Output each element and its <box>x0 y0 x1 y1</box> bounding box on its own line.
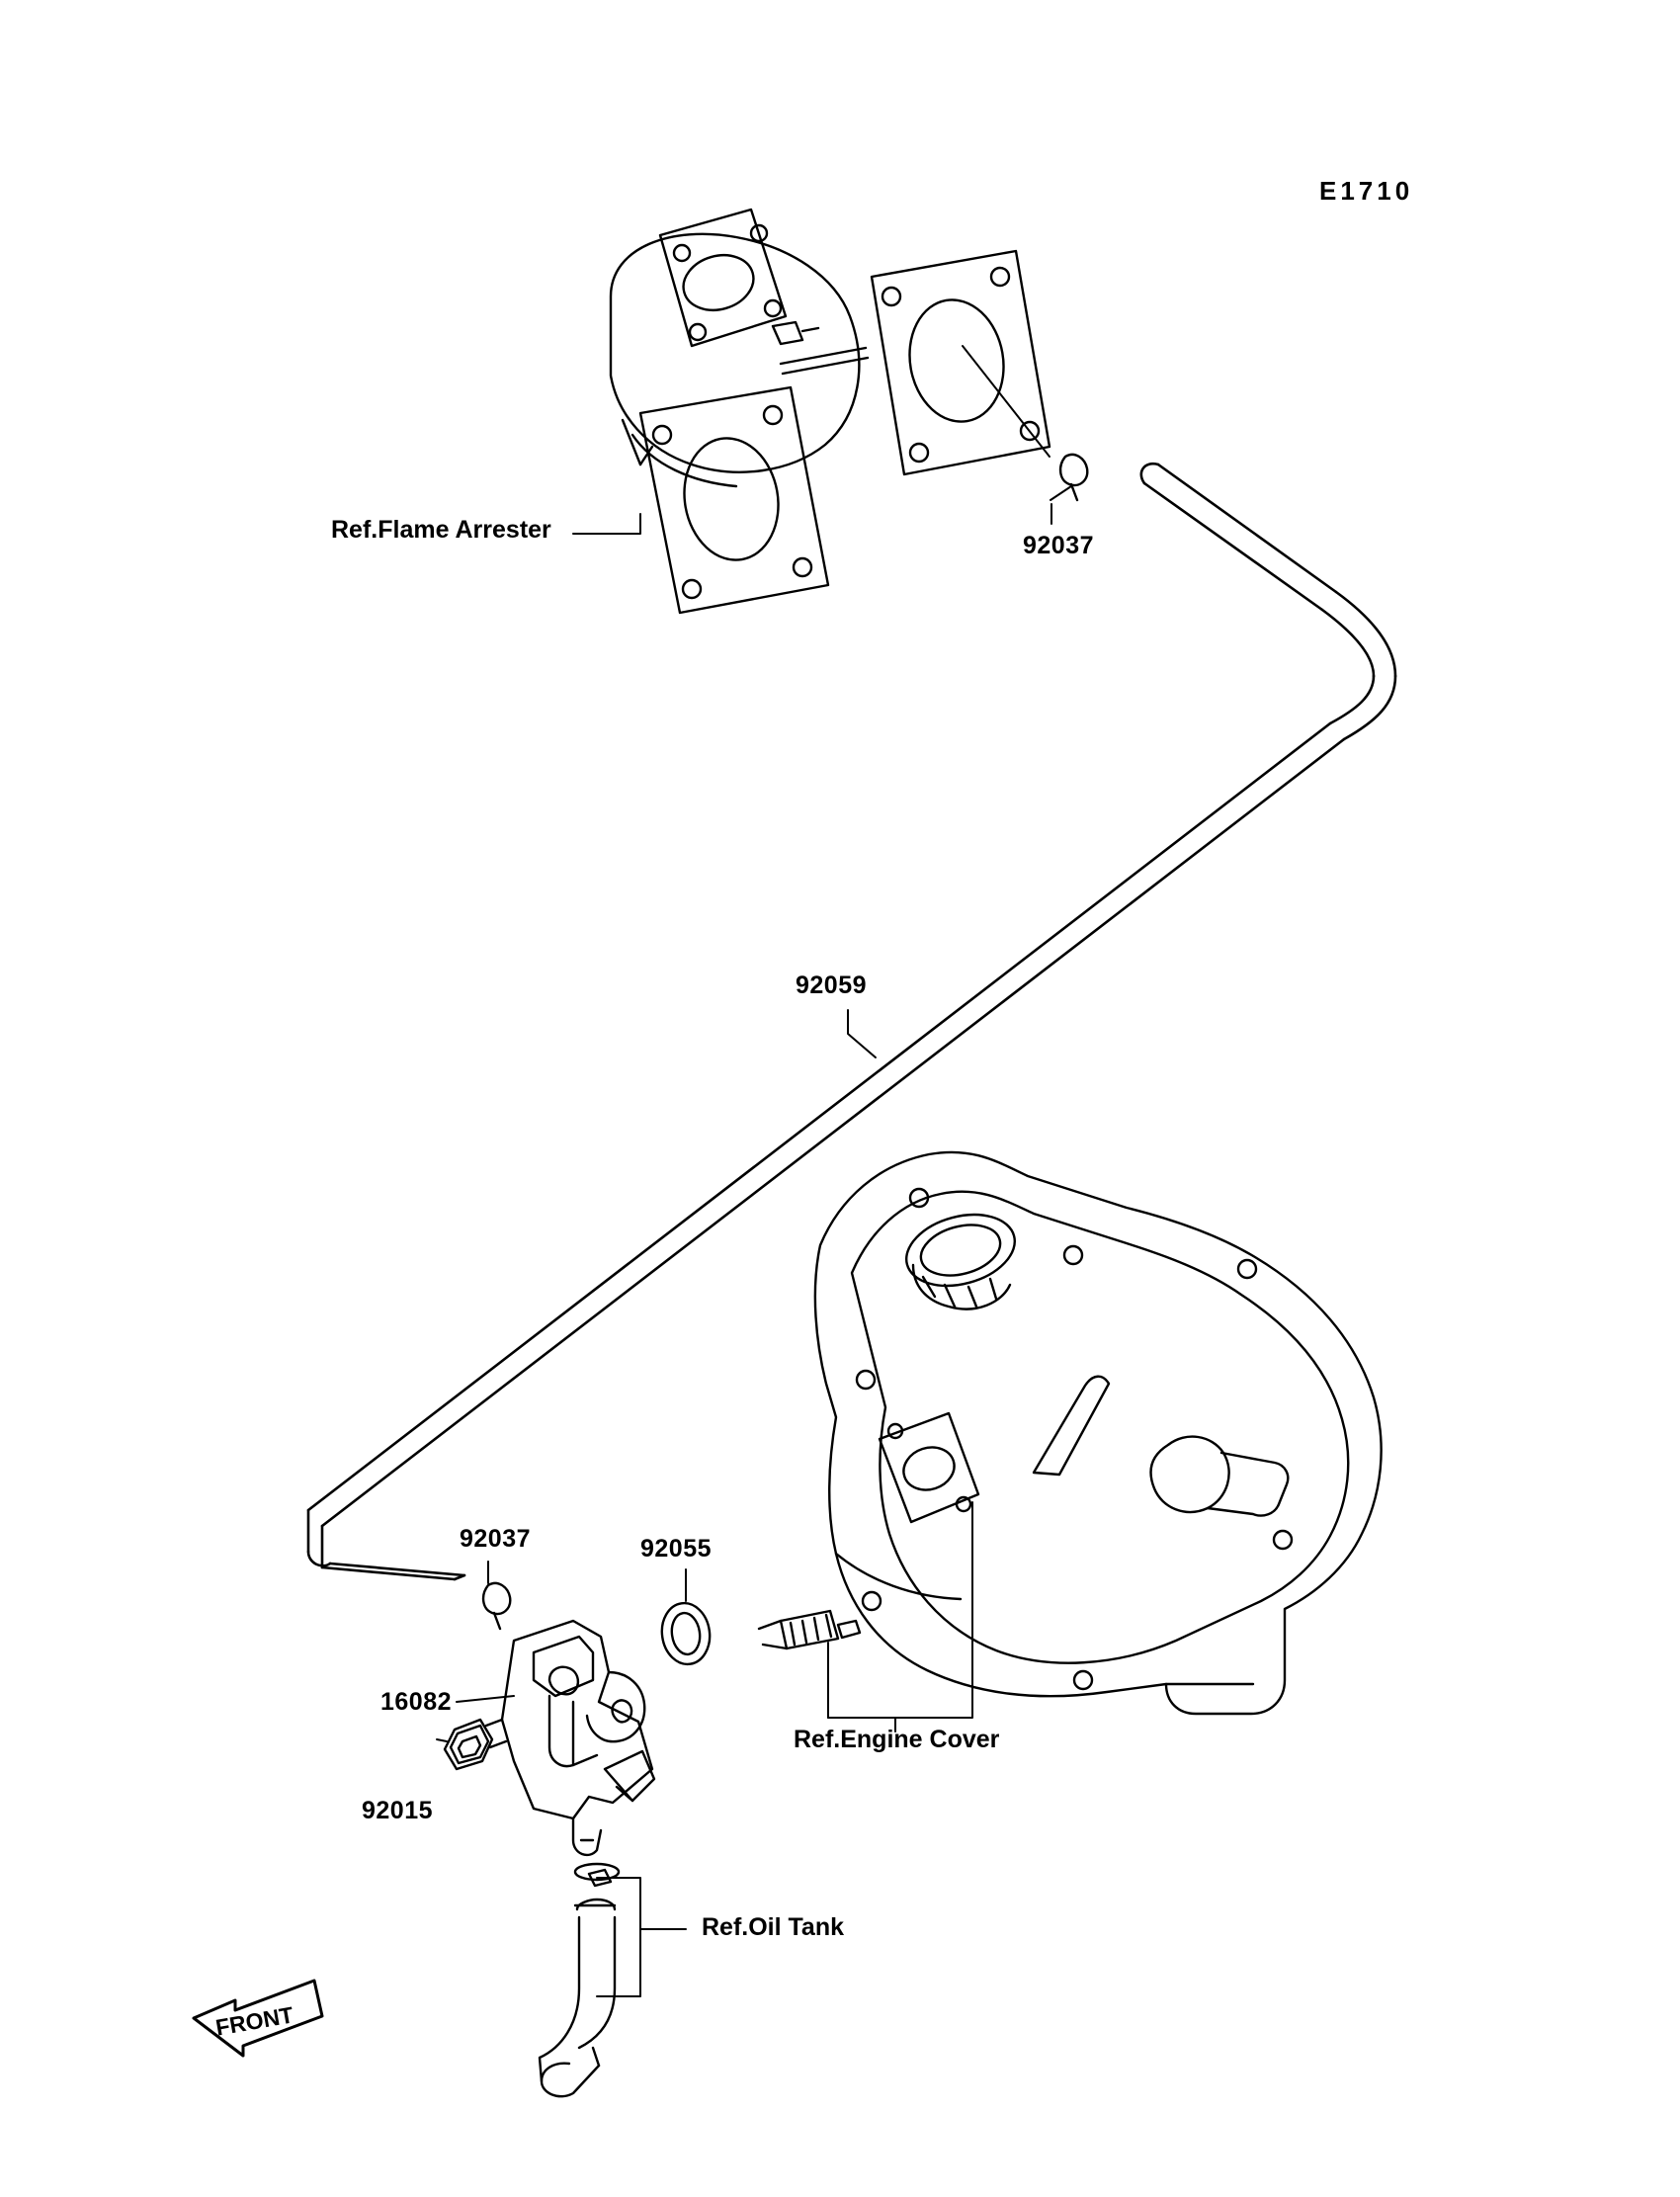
label-part-92037-top: 92037 <box>1023 532 1095 559</box>
hose-clamp-bottom <box>483 1583 510 1629</box>
label-part-92015: 92015 <box>362 1797 434 1824</box>
engine-cover <box>815 1152 1382 1714</box>
cover-filler-boss <box>898 1204 1023 1310</box>
hose-clamp-top <box>1060 455 1087 500</box>
nut-92015 <box>445 1720 492 1769</box>
oil-hose-92059 <box>308 464 1395 1579</box>
mounting-bolt <box>759 1611 860 1648</box>
label-part-92037-bottom: 92037 <box>460 1525 532 1553</box>
figure-code: E1710 <box>1319 176 1414 206</box>
oil-tank-hose <box>540 1864 619 2096</box>
o-ring-92055 <box>658 1600 714 1667</box>
label-ref-flame-arrester: Ref.Flame Arrester <box>331 516 551 544</box>
label-ref-engine-cover: Ref.Engine Cover <box>794 1726 1000 1753</box>
oil-pump-16082 <box>486 1621 654 1855</box>
arrester-flange-left <box>640 387 828 613</box>
label-part-16082: 16082 <box>380 1688 453 1716</box>
arrester-flange-top <box>660 210 786 346</box>
front-marker-label: FRONT <box>213 2001 295 2041</box>
label-part-92059: 92059 <box>796 972 868 999</box>
label-part-92055: 92055 <box>640 1535 713 1563</box>
label-ref-oil-tank: Ref.Oil Tank <box>702 1913 845 1941</box>
arrester-flange-right <box>872 251 1050 474</box>
cover-pump-boss <box>880 1413 978 1522</box>
